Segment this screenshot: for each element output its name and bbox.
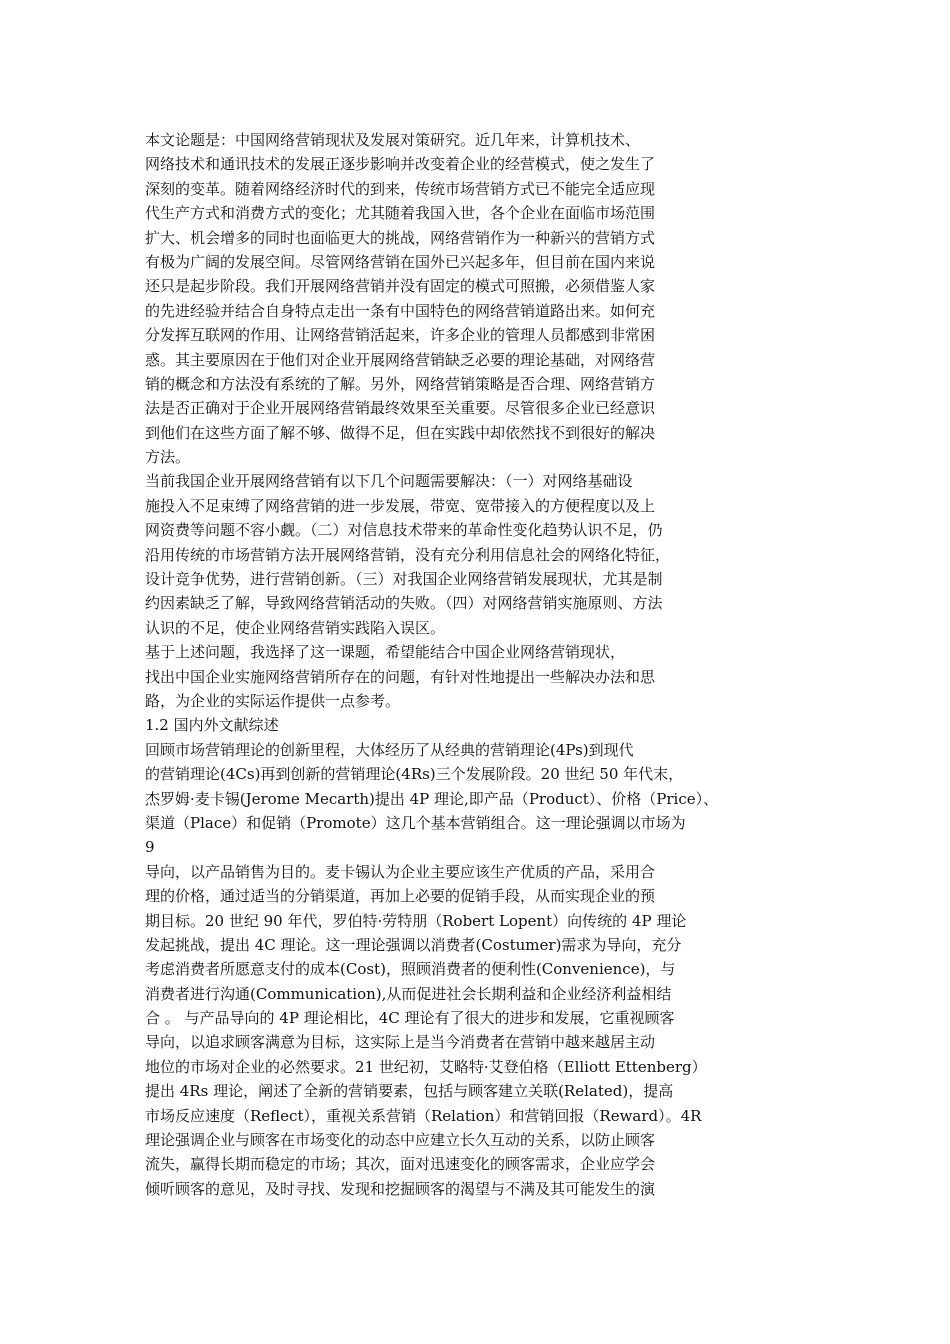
text-line: 施投入不足束缚了网络营销的进一步发展，带宽、宽带接入的方便程度以及上: [145, 496, 656, 515]
text-line: 有极为广阔的发展空间。尽管网络营销在国外已兴起多年，但目前在国内来说: [145, 252, 656, 271]
text-line: 方法。: [145, 448, 191, 467]
text-line: 销的概念和方法没有系统的了解。另外，网络营销策略是否合理、网络营销方: [145, 374, 656, 393]
text-line: 考虑消费者所愿意支付的成本(Cost)，照顾消费者的便利性(Convenience)，与: [145, 960, 676, 979]
text-line: 路，为企业的实际运作提供一点参考。: [145, 691, 401, 710]
text-line: 理论强调企业与顾客在市场变化的动态中应建立长久互动的关系，以防止顾客: [145, 1131, 656, 1150]
text-line: 当前我国企业开展网络营销有以下几个问题需要解决：（一）对网络基础设: [145, 472, 633, 491]
document-body: [145, 128, 765, 1201]
text-line: 基于上述问题，我选择了这一课题，希望能结合中国企业网络营销现状，: [145, 643, 626, 662]
text-line: 消费者进行沟通(Communication),从而促进社会长期利益和企业经济利益相结: [145, 984, 672, 1003]
text-line: 分发挥互联网的作用、让网络营销活起来，许多企业的管理人员都感到非常困: [145, 326, 656, 345]
text-line: 理的价格，通过适当的分销渠道，再加上必要的促销手段，从而实现企业的预: [145, 887, 656, 906]
text-line: 认识的不足，使企业网络营销实践陷入误区。: [145, 618, 446, 637]
text-line: 的先进经验并结合自身特点走出一条有中国特色的网络营销道路出来。如何充: [145, 301, 656, 320]
text-line: 渠道（Place）和促销（Promote）这几个基本营销组合。这一理论强调以市场为: [145, 813, 686, 832]
text-line: 设计竞争优势，进行营销创新。（三）对我国企业网络营销发展现状，尤其是制: [145, 570, 663, 589]
text-line: 导向，以追求顾客满意为目标，这实际上是当今消费者在营销中越来越居主动: [145, 1033, 656, 1052]
text-line: 法是否正确对于企业开展网络营销最终效果至关重要。尽管很多企业已经意识: [145, 399, 656, 418]
text-line: 约因素缺乏了解，导致网络营销活动的失败。（四）对网络营销实施原则、方法: [145, 594, 663, 613]
text-line: 1.2 国内外文献综述: [145, 716, 279, 735]
text-line: 倾听顾客的意见，及时寻找、发现和挖掘顾客的渴望与不满及其可能发生的演: [145, 1179, 656, 1198]
text-line: 回顾市场营销理论的创新里程，大体经历了从经典的营销理论(4Ps)到现代: [145, 740, 634, 759]
text-line: 流失，赢得长期而稳定的市场；其次，面对迅速变化的顾客需求，企业应学会: [145, 1155, 656, 1174]
text-line: 9: [145, 838, 155, 857]
text-line: 本文论题是：中国网络营销现状及发展对策研究。近几年来，计算机技术、: [145, 131, 641, 149]
text-line: 提出 4Rs 理论，阐述了全新的营销要素，包括与顾客建立关联(Related)，提高: [145, 1082, 674, 1101]
text-line: 还只是起步阶段。我们开展网络营销并没有固定的模式可照搬，必须借鉴人家: [145, 277, 656, 296]
text-line: 代生产方式和消费方式的变化；尤其随着我国入世，各个企业在面临市场范围: [145, 204, 656, 223]
text-line: 合 。 与产品导向的 4P 理论相比，4C 理论有了很大的进步和发展，它重视顾客: [145, 1009, 675, 1028]
text-line: 网资费等问题不容小觑。（二）对信息技术带来的革命性变化趋势认识不足，仍: [145, 521, 663, 540]
text-line: 找出中国企业实施网络营销所存在的问题，有针对性地提出一些解决办法和思: [145, 667, 656, 686]
text-line: 地位的市场对企业的必然要求。21 世纪初，艾略特·艾登伯格（Elliott Ettenberg）: [145, 1057, 707, 1076]
text-line: 深刻的变革。随着网络经济时代的到来，传统市场营销方式已不能完全适应现: [145, 179, 656, 198]
text-line: 导向，以产品销售为目的。麦卡锡认为企业主要应该生产优质的产品，采用合: [145, 862, 656, 881]
text-line: 到他们在这些方面了解不够、做得不足，但在实践中却依然找不到很好的解决: [145, 423, 656, 442]
text-line: 的营销理论(4Cs)再到创新的营销理论(4Rs)三个发展阶段。20 世纪 50 年代末，: [145, 765, 684, 784]
text-line: 网络技术和通讯技术的发展正逐步影响并改变着企业的经营模式，使之发生了: [145, 155, 656, 174]
text-line: 惑。其主要原因在于他们对企业开展网络营销缺乏必要的理论基础，对网络营: [145, 350, 656, 369]
text-line: 沿用传统的市场营销方法开展网络营销，没有充分利用信息社会的网络化特征，: [145, 545, 671, 564]
text-line: 期目标。20 世纪 90 年代，罗伯特·劳特朋（Robert Lopent）向传统的 4P 理论: [145, 911, 687, 930]
text-line: 发起挑战，提出 4C 理论。这一理论强调以消费者(Costumer)需求为导向，充分: [145, 935, 682, 954]
text-line: 扩大、机会增多的同时也面临更大的挑战，网络营销作为一种新兴的营销方式: [145, 228, 656, 247]
text-line: 市场反应速度（Reflect），重视关系营销（Relation）和营销回报（Reward）。4R: [145, 1106, 702, 1125]
text-line: 杰罗姆·麦卡锡(Jerome Mecarth)提出 4P 理论,即产品（Product）、价格（Price）、: [145, 789, 719, 808]
